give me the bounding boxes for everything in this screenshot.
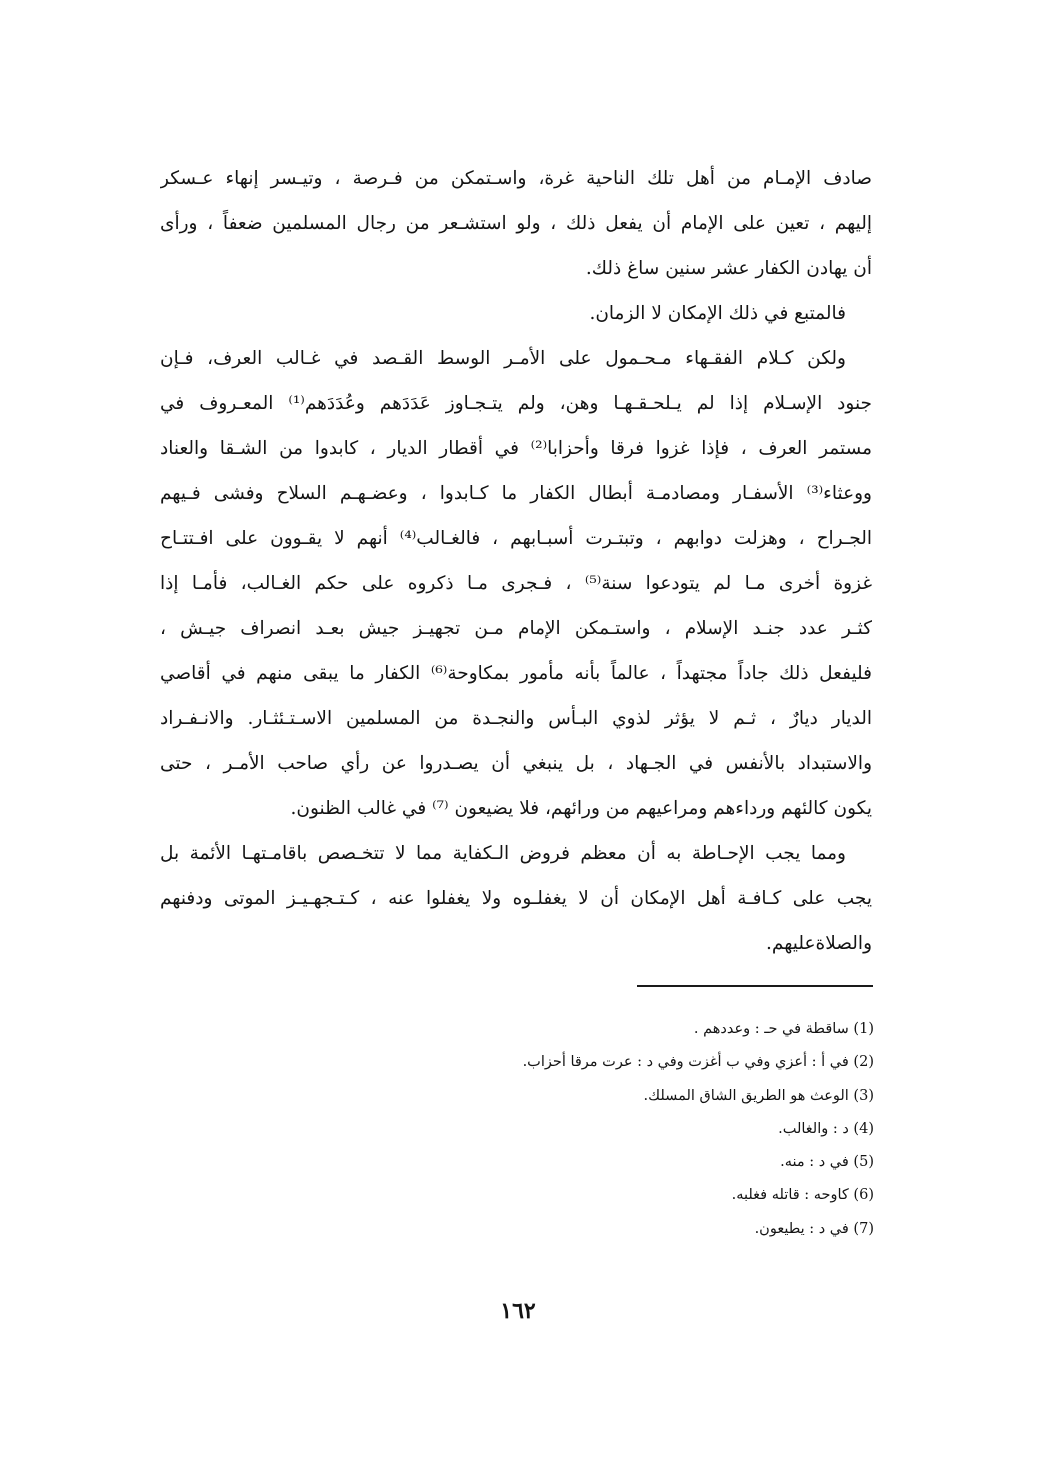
footnote: (7) في د : يطيعون. bbox=[754, 1220, 874, 1237]
text-line: كثـر عدد جنـد الإسلام ، واستـمكن الإمام مـن تجهيـز جيش بعـد انصراف جيـش ، bbox=[160, 618, 872, 639]
text-line: الديار ديارٌ ، ثـم لا يؤثر لذوي البـأس والنجـدة من المسلمين الاسـتـئثـار. والانـفـراد bbox=[160, 708, 872, 729]
text-line: فالمتبع في ذلك الإمكان لا الزمان. bbox=[589, 303, 846, 324]
text-line: غزوة أخرى مـا لم يتودعوا سنة⁽⁵⁾ ، فـجرى مـا ذكروه على حكم الغـالب، فأمـا إذا bbox=[160, 573, 872, 594]
text-line: فليفعل ذلك جاداً مجتهداً ، عالماً بأنه مأمور بمكاوحة⁽⁶⁾ الكفار ما يبقى منهم في أقاصي bbox=[160, 663, 872, 684]
text-line: أن يهادن الكفار عشر سنين ساغ ذلك. bbox=[585, 258, 872, 279]
text-line: مستمر العرف ، فإذا غزوا فرقا وأحزابا⁽²⁾ في أقطار الديار ، كابدوا من الشـقا والعناد bbox=[160, 438, 872, 459]
main-text bbox=[160, 156, 872, 966]
text-line: يكون كالئهم ورداءهم ومراعيهم من ورائهم، فلا يضيعون ⁽⁷⁾ في غالب الظنون. bbox=[290, 798, 872, 819]
text-line: ووعثاء⁽³⁾ الأسفـار ومصادمـة أبطال الكفار ما كـابدوا ، وعضـهـم السلاح وفشى فـيهم bbox=[160, 483, 872, 504]
text-line: والصلاةعليهم. bbox=[766, 933, 872, 954]
text-line: الجـراح ، وهزلت دوابهم ، وتبتـرت أسبـابهم ، فالغـالب⁽⁴⁾ أنهم لا يقـوون على افـتتـاح bbox=[160, 528, 872, 549]
footnote: (6) كاوحه : قاتله فغلبه. bbox=[731, 1187, 874, 1204]
text-line: جنود الإسـلام إذا لم يـلحـقـهـا وهن، ولم يتـجـاوز عَدَدَهم وعُدَدَهم⁽¹⁾ المعـروف في bbox=[160, 393, 872, 414]
page-number: ١٦٢ bbox=[500, 1298, 536, 1324]
text-line: ولكن كـلام الفقـهاء مـحـمول على الأمـر الوسط القـصد في غـالب العرف، فـإن bbox=[160, 348, 846, 369]
text-line: والاستبداد بالأنفس في الجـهاد ، بل ينبغي أن يصـدروا عن رأي صاحب الأمـر ، حتى bbox=[160, 753, 872, 774]
footnote: (2) في أ : أعزي وفي ب أغزت وفي د : عرت مرقا أحزاب. bbox=[522, 1054, 874, 1071]
text-line: صادف الإمـام من أهل تلك الناحية غرة، واسـتمكن من فـرصة ، وتيـسر إنهاء عـسكر bbox=[160, 168, 872, 189]
text-line: يجب على كـافـة أهل الإمكان أن لا يغفلـوه ولا يغفلوا عنه ، كـتـجهـيـز الموتى ودفنهم bbox=[160, 888, 872, 909]
footnote-separator bbox=[637, 985, 873, 987]
footnote: (5) في د : منه. bbox=[780, 1154, 874, 1171]
footnote: (4) د : والغالب. bbox=[778, 1120, 874, 1137]
text-line: إليهم ، تعين على الإمام أن يفعل ذلك ، ولو استشـعر من رجال المسلمين ضعفاً ، ورأى bbox=[160, 213, 872, 234]
footnote: (3) الوعث هو الطريق الشاق المسلك. bbox=[643, 1087, 874, 1104]
footnotes bbox=[274, 1013, 874, 1246]
footnote: (1) ساقطة في حـ : وعددهم . bbox=[693, 1021, 874, 1037]
text-line: ومما يجب الإحـاطة به أن معظم فروض الـكفاية مما لا تتخـصص باقامـتهـا الأئمة بل bbox=[160, 843, 846, 864]
